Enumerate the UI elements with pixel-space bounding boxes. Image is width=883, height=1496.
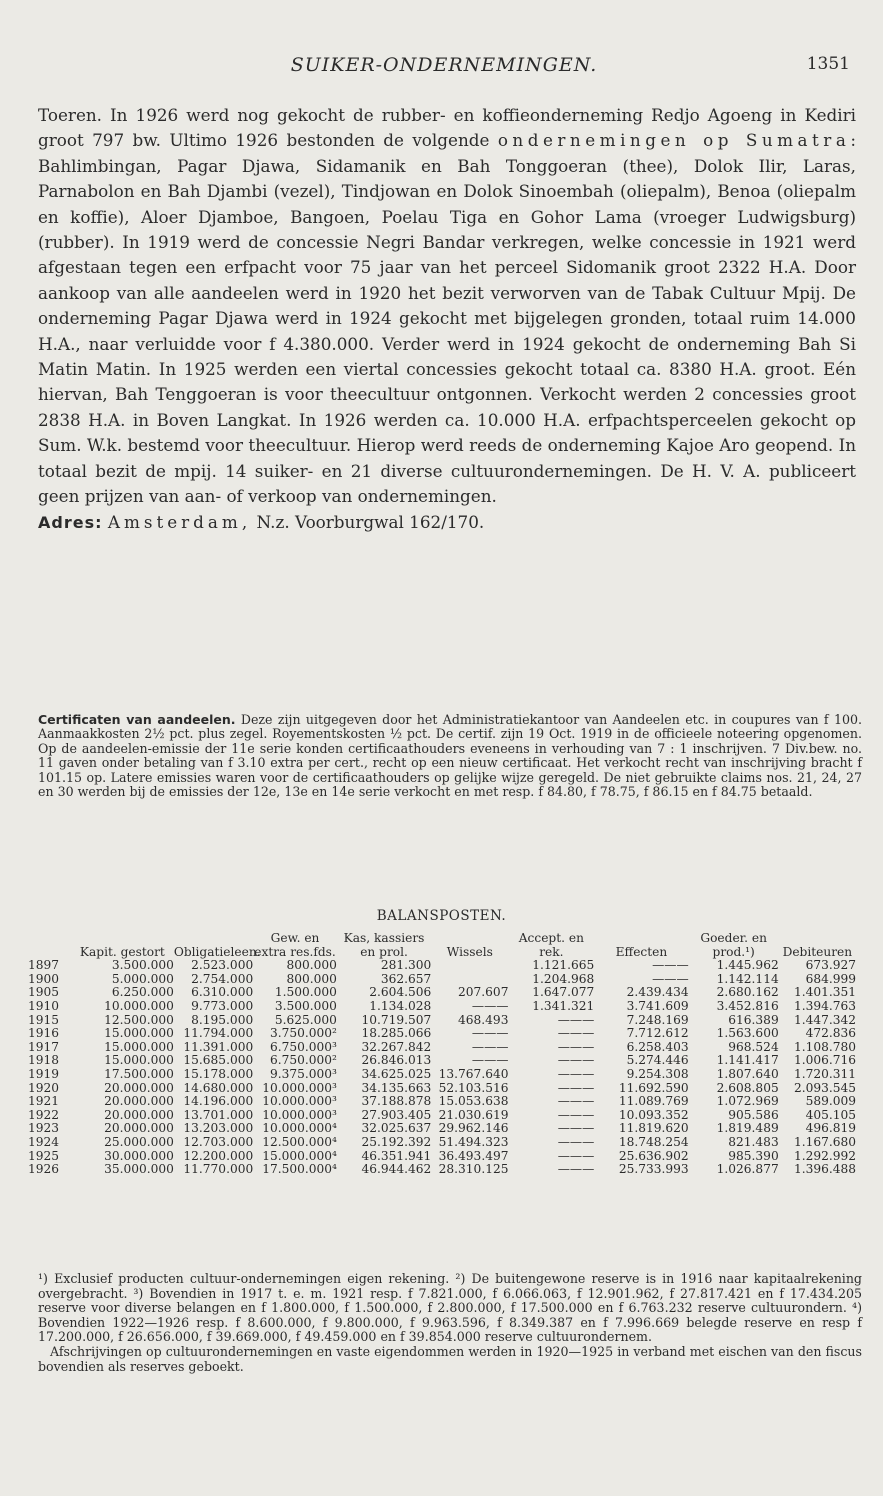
spaced-text: ondernemingen op Sumatra — [497, 130, 851, 151]
table-row — [28, 1068, 856, 1082]
table-row — [28, 1054, 856, 1068]
year-cell: 1915 — [28, 1013, 60, 1027]
table-cell: 25.636.902 — [618, 1149, 689, 1163]
running-title: SUIKER-ONDERNEMINGEN. — [290, 54, 598, 76]
certificates-label: Certificaten van aandeelen. — [38, 712, 236, 727]
column-header: Kas, kassiers en prol. — [343, 931, 425, 959]
table-cell: 1.204.968 — [532, 972, 595, 986]
table-cell — [431, 973, 508, 987]
table-cell: 25.000.000 — [104, 1135, 174, 1149]
table-cell: 1.447.342 — [793, 1013, 856, 1027]
column-header: Goeder. en prod.¹) — [700, 931, 767, 959]
table-cell: 468.493 — [458, 1013, 509, 1027]
table-cell: 1.026.877 — [716, 1163, 779, 1177]
page-number: 1351 — [806, 54, 850, 74]
table-cell: 985.390 — [728, 1149, 779, 1163]
table-cell: 11.089.769 — [618, 1095, 689, 1109]
table-cell: 1.134.028 — [369, 999, 432, 1013]
table-cell: 1.292.992 — [793, 1149, 856, 1163]
table-cell: 9.773.000 — [191, 999, 254, 1013]
table-cell: 12.500.000⁴ — [262, 1135, 337, 1149]
table-cell: 52.103.516 — [438, 1081, 509, 1095]
table-cell: 616.389 — [728, 1013, 779, 1027]
table-cell: 18.748.254 — [618, 1135, 689, 1149]
table-cell: 2.754.000 — [191, 972, 254, 986]
table-cell: 51.494.323 — [438, 1135, 509, 1149]
table-cell: 20.000.000 — [104, 1122, 174, 1136]
year-cell: 1926 — [28, 1163, 60, 1177]
table-cell: 15.178.000 — [183, 1067, 254, 1081]
table-row — [28, 973, 856, 987]
table-row — [28, 1027, 856, 1041]
table-cell: 12.500.000 — [104, 1013, 174, 1027]
table-cell: 3.452.816 — [716, 999, 779, 1013]
address-line — [38, 510, 856, 535]
table-cell: 11.692.590 — [618, 1081, 689, 1095]
column-header: Gew. en extra res.fds. — [254, 931, 336, 959]
table-cell: ——— — [557, 1013, 595, 1027]
footnotes — [38, 1272, 862, 1374]
table-cell: 9.375.000³ — [269, 1067, 337, 1081]
table-cell: 6.750.000² — [269, 1054, 337, 1068]
table-row — [28, 1041, 856, 1055]
footnote-text-2: Afschrijvingen op cultuurondernemingen en vaste eigendommen werden in 1920—1925 in verband met eischen van den fiscus bovendien als reserves geboekt. — [38, 1343, 862, 1374]
table-cell: 10.719.507 — [361, 1013, 432, 1027]
table-cell: 1.563.600 — [716, 1027, 779, 1041]
year-cell: 1900 — [28, 972, 60, 986]
table-cell: ——— — [471, 999, 509, 1013]
table-cell: ——— — [471, 1054, 509, 1068]
table-cell: 15.000.000 — [104, 1040, 174, 1054]
year-cell: 1923 — [28, 1122, 60, 1136]
table-cell: ——— — [557, 1054, 595, 1068]
table-cell: 1.396.488 — [793, 1163, 856, 1177]
table-cell: 34.625.025 — [361, 1067, 432, 1081]
table-cell: 20.000.000 — [104, 1081, 174, 1095]
table-cell — [431, 959, 508, 973]
table-cell: ——— — [557, 1040, 595, 1054]
table-cell: 800.000 — [286, 959, 337, 973]
table-cell: 3.741.609 — [626, 999, 689, 1013]
table-cell: 6.250.000 — [111, 986, 174, 1000]
footnote-text: ¹) Exclusief producten cultuur-ondernemingen eigen rekening. ²) De buitengewone reserve is in 1916 naar kapitaalrekening overgebracht. ³) Bovendien in 1917 t. e. m. 1921 resp. f 7.821.000, f 6.066.063, f 12.901.962, f 27.817.421 en f 17.434.205 reserve voor diverse belangen en f 1.800.000, f 1.500.000, f 2.800.000, f 17.500.000 en f 6.763.232 reserve cultuurondern. ⁴) Bovendien 1922—1926 resp. f 8.600.000, f 9.800.000, f 9.963.596, f 8.349.387 en f 7.996.669 belegde reserve en resp f 17.200.000, f 26.656.000, f 39.669.000, f 49.459.000 en f 39.854.000 reserve cultuurondernem. — [38, 1271, 862, 1345]
main-text — [38, 103, 856, 510]
table-cell: 20.000.000 — [104, 1108, 174, 1122]
column-header: Obligatieleen. — [173, 944, 261, 959]
certificates-text: Deze zijn uitgegeven door het Administratiekantoor van Aandeelen etc. in coupures van f 100. Aanmaakkosten 2½ pct. plus zegel. Royementskosten ½ pct. De certif. zijn 19 Oct. 1919 in de officieele noteering opgenomen. Op de aandeelen-emissie der 11e serie konden certificaathouders eveneens in verhouding van 7 : 1 inschrijven. 7 Div.bew. no. 11 gaven onder betaling van f 3.10 extra per cert., recht op een nieuw certificaat. Het verkocht recht van inschrijving bracht f 101.15 op. Latere emissies waren voor de certificaathouders op gelijke wijze geregeld. De niet gebruikte claims nos. 21, 24, 27 en 30 werden bij de emissies der 12e, 13e en 14e serie verkocht en met resp. f 84.80, f 78.75, f 86.15 en f 84.75 betaald. — [38, 712, 862, 800]
table-cell: ——— — [557, 1149, 595, 1163]
table-cell: 1.401.351 — [793, 986, 856, 1000]
year-cell: 1918 — [28, 1054, 60, 1068]
text-part-2: : Bahlimbingan, Pagar Djawa, Sidamanik en Bah Tonggoeran (thee), Dolok Ilir, Laras, Parnabolon en Bah Djambi (vezel), Tindjowan en Dolok Sinoembah (oliepalm), Benoa (oliepalm en koffie), Aloer Djamboe, Bangoen, Poelau Tiga en Gohor Lama (vroeger Ludwigsburg) (rubber). In 1919 werd de concessie Negri Bandar verkregen, welke concessie in 1921 werd afgestaan tegen een erfpacht voor 75 jaar van het perceel Sidomanik groot 2322 H.A. Door aankoop van alle aandeelen werd in 1920 het bezit verworven van de Tabak Cultuur Mpij. De onderneming Pagar Djawa werd in 1924 gekocht met bijgelegen gronden, totaal ruim 14.000 H.A., naar verluidde voor f 4.380.000. Verder werd in 1924 gekocht de onderneming Bah Si Matin Matin. In 1925 werden een viertal concessies gekocht totaal ca. 8380 H.A. groot. Eén hiervan, Bah Tenggoeran is voor theecultuur ontgonnen. Verkocht werden 2 concessies groot 2838 H.A. in Boven Langkat. In 1926 werden ca. 10.000 H.A. erfpachtsperceelen gekocht op Sum. W.k. bestemd voor theecultuur. Hierop werd reeds de onderneming Kajoe Aro geopend. In totaal bezit de mpij. 14 suiker- en 21 diverse cultuurondernemingen. De H. V. A. publiceert geen prijzen van aan- of verkoop van ondernemingen. — [38, 130, 856, 507]
table-row — [28, 1163, 856, 1177]
table-cell: 26.846.013 — [361, 1054, 432, 1068]
table-cell: 1.072.969 — [716, 1095, 779, 1109]
table-cell: 905.586 — [728, 1108, 779, 1122]
table-cell: 13.767.640 — [438, 1067, 509, 1081]
table-cell: 36.493.497 — [438, 1149, 509, 1163]
year-cell: 1924 — [28, 1135, 60, 1149]
table-cell: 10.000.000³ — [262, 1095, 337, 1109]
table-cell: 34.135.663 — [361, 1081, 432, 1095]
year-cell: 1925 — [28, 1149, 60, 1163]
year-cell: 1917 — [28, 1040, 60, 1054]
table-cell: 15.685.000 — [183, 1054, 254, 1068]
table-cell: ——— — [652, 959, 689, 973]
table-cell: 6.310.000 — [191, 986, 254, 1000]
table-cell: 6.750.000³ — [269, 1040, 337, 1054]
table-cell: 1.807.640 — [716, 1067, 779, 1081]
table-cell: ——— — [557, 1122, 595, 1136]
table-cell: 472.836 — [805, 1027, 856, 1041]
table-cell: 10.000.000 — [104, 999, 174, 1013]
table-cell: 17.500.000⁴ — [262, 1163, 337, 1177]
running-header — [38, 50, 850, 80]
column-header — [28, 932, 71, 959]
table-row — [28, 1014, 856, 1028]
table-cell: 5.000.000 — [111, 972, 174, 986]
table-cell: 11.391.000 — [183, 1040, 254, 1054]
table-cell: 821.483 — [728, 1135, 779, 1149]
address-street: N.z. Voorburgwal 162/170. — [256, 511, 485, 532]
table-cell: ——— — [652, 972, 689, 986]
table-title: BALANSPOSTEN. — [376, 908, 507, 924]
year-cell: 1920 — [28, 1081, 60, 1095]
table-cell: 2.608.805 — [716, 1081, 779, 1095]
table-cell: 27.903.405 — [361, 1108, 432, 1122]
table-cell: 17.500.000 — [104, 1067, 174, 1081]
table-row — [28, 1082, 856, 1096]
certificates-section — [38, 713, 862, 799]
table-cell: 15.053.638 — [438, 1095, 509, 1109]
table-cell: 35.000.000 — [104, 1163, 174, 1177]
table-body — [28, 959, 856, 1177]
table-cell: 1.341.321 — [532, 999, 595, 1013]
year-cell: 1897 — [28, 959, 60, 973]
year-cell: 1919 — [28, 1067, 60, 1081]
table-cell: 11.770.000 — [183, 1163, 254, 1177]
table-cell: 1.108.780 — [793, 1040, 856, 1054]
table-cell: 3.500.000 — [274, 999, 337, 1013]
table-cell: 29.962.146 — [438, 1122, 509, 1136]
table-cell: 362.657 — [380, 972, 432, 986]
table-cell: 2.680.162 — [716, 986, 779, 1000]
table-cell: 1.445.962 — [716, 959, 779, 973]
table-cell: 15.000.000 — [104, 1027, 174, 1041]
year-cell: 1921 — [28, 1095, 60, 1109]
table-cell: 1.142.114 — [716, 972, 779, 986]
table-cell: 11.819.620 — [618, 1122, 689, 1136]
table-cell: 3.750.000² — [269, 1027, 337, 1041]
table-cell: 5.274.446 — [626, 1054, 689, 1068]
table-cell: 6.258.403 — [626, 1040, 689, 1054]
table-cell: 673.927 — [805, 959, 856, 973]
table-cell: 1.141.417 — [716, 1054, 779, 1068]
table-cell: 1.167.680 — [793, 1135, 856, 1149]
column-header: Wissels — [446, 944, 493, 959]
table-cell: 496.819 — [805, 1122, 856, 1136]
table-cell: 7.248.169 — [626, 1013, 689, 1027]
column-header: Kapit. gestort — [79, 944, 165, 959]
table-cell: 18.285.066 — [361, 1027, 432, 1041]
table-cell: 13.203.000 — [183, 1122, 254, 1136]
table-cell: 46.944.462 — [361, 1163, 432, 1177]
table-cell: 1.500.000 — [274, 986, 337, 1000]
table-cell: ——— — [557, 1108, 595, 1122]
header-row — [28, 932, 856, 959]
column-header: Accept. en rek. — [518, 931, 584, 959]
table-cell: 37.188.878 — [361, 1095, 432, 1109]
table-row — [28, 959, 856, 973]
main-paragraph — [38, 103, 856, 535]
table-cell: 1.006.716 — [793, 1054, 856, 1068]
table-cell: 30.000.000 — [104, 1149, 174, 1163]
table-cell: 14.680.000 — [183, 1081, 254, 1095]
table-cell: 7.712.612 — [626, 1027, 689, 1041]
year-cell: 1916 — [28, 1027, 60, 1041]
table-cell: 9.254.308 — [626, 1067, 689, 1081]
table-cell: ——— — [557, 1135, 595, 1149]
table-cell: 968.524 — [728, 1040, 779, 1054]
table-row — [28, 1109, 856, 1123]
table-row — [28, 1136, 856, 1150]
table-cell: 589.009 — [805, 1095, 856, 1109]
table-row — [28, 1150, 856, 1164]
table-cell: ——— — [557, 1067, 595, 1081]
table-cell: ——— — [471, 1027, 509, 1041]
table-cell: 2.604.506 — [369, 986, 432, 1000]
year-cell: 1922 — [28, 1108, 60, 1122]
table-cell: 14.196.000 — [183, 1095, 254, 1109]
table-cell: 405.105 — [805, 1108, 856, 1122]
table-cell: 2.439.434 — [626, 986, 689, 1000]
table-cell: 281.300 — [380, 959, 432, 973]
table-cell: 10.000.000³ — [262, 1081, 337, 1095]
table-cell: 21.030.619 — [438, 1108, 509, 1122]
table-cell: 15.000.000⁴ — [262, 1149, 337, 1163]
table-cell: 28.310.125 — [438, 1163, 509, 1177]
table-head — [28, 932, 856, 959]
table-cell: 2.093.545 — [793, 1081, 856, 1095]
table-cell: 10.000.000⁴ — [262, 1122, 337, 1136]
table-row — [28, 986, 856, 1000]
table-cell: 32.267.842 — [361, 1040, 432, 1054]
year-cell: 1910 — [28, 999, 60, 1013]
table-cell: 1.394.763 — [793, 999, 856, 1013]
column-header: Effecten — [615, 944, 668, 959]
table-cell: 684.999 — [805, 972, 856, 986]
table-cell: 25.192.392 — [361, 1135, 432, 1149]
table-cell: 10.000.000³ — [262, 1108, 337, 1122]
table-row — [28, 1122, 856, 1136]
certificates-paragraph — [38, 713, 862, 799]
table-cell: 1.647.077 — [532, 986, 595, 1000]
table-cell: 46.351.941 — [361, 1149, 432, 1163]
table-cell: 1.121.665 — [532, 959, 595, 973]
table-cell: 1.720.311 — [793, 1067, 856, 1081]
balance-table — [28, 932, 856, 1177]
table-cell: 11.794.000 — [183, 1027, 254, 1041]
table-row — [28, 1000, 856, 1014]
table-cell: ——— — [557, 1027, 595, 1041]
table-cell: 12.200.000 — [183, 1149, 254, 1163]
table-cell: 13.701.000 — [183, 1108, 254, 1122]
address-label: Adres: — [38, 512, 103, 532]
table-cell: 5.625.000 — [274, 1013, 337, 1027]
table-cell: 1.819.489 — [716, 1122, 779, 1136]
table-cell: 2.523.000 — [191, 959, 254, 973]
table-cell: 8.195.000 — [191, 1013, 254, 1027]
table-cell: 10.093.352 — [618, 1108, 689, 1122]
table-cell: 25.733.993 — [618, 1163, 689, 1177]
table-cell: 32.025.637 — [361, 1122, 432, 1136]
table-cell: ——— — [471, 1040, 509, 1054]
table-cell: 15.000.000 — [104, 1054, 174, 1068]
table-cell: ——— — [557, 1095, 595, 1109]
table-cell: ——— — [557, 1081, 595, 1095]
table-cell: 12.703.000 — [183, 1135, 254, 1149]
table-cell: 20.000.000 — [104, 1095, 174, 1109]
table-cell: ——— — [557, 1163, 595, 1177]
table-cell: 3.500.000 — [111, 959, 174, 973]
year-cell: 1905 — [28, 986, 60, 1000]
table-row — [28, 1095, 856, 1109]
table-cell: 207.607 — [458, 986, 509, 1000]
table-cell: 800.000 — [286, 972, 337, 986]
address-city: Amsterdam, — [107, 511, 252, 532]
text-part-1: Toeren. In 1926 werd nog gekocht de rubber- en koffieonderneming Redjo Agoeng in Kediri groot 797 bw. Ultimo 1926 bestonden de volgende — [38, 105, 856, 151]
column-header: Debiteuren — [782, 944, 853, 959]
